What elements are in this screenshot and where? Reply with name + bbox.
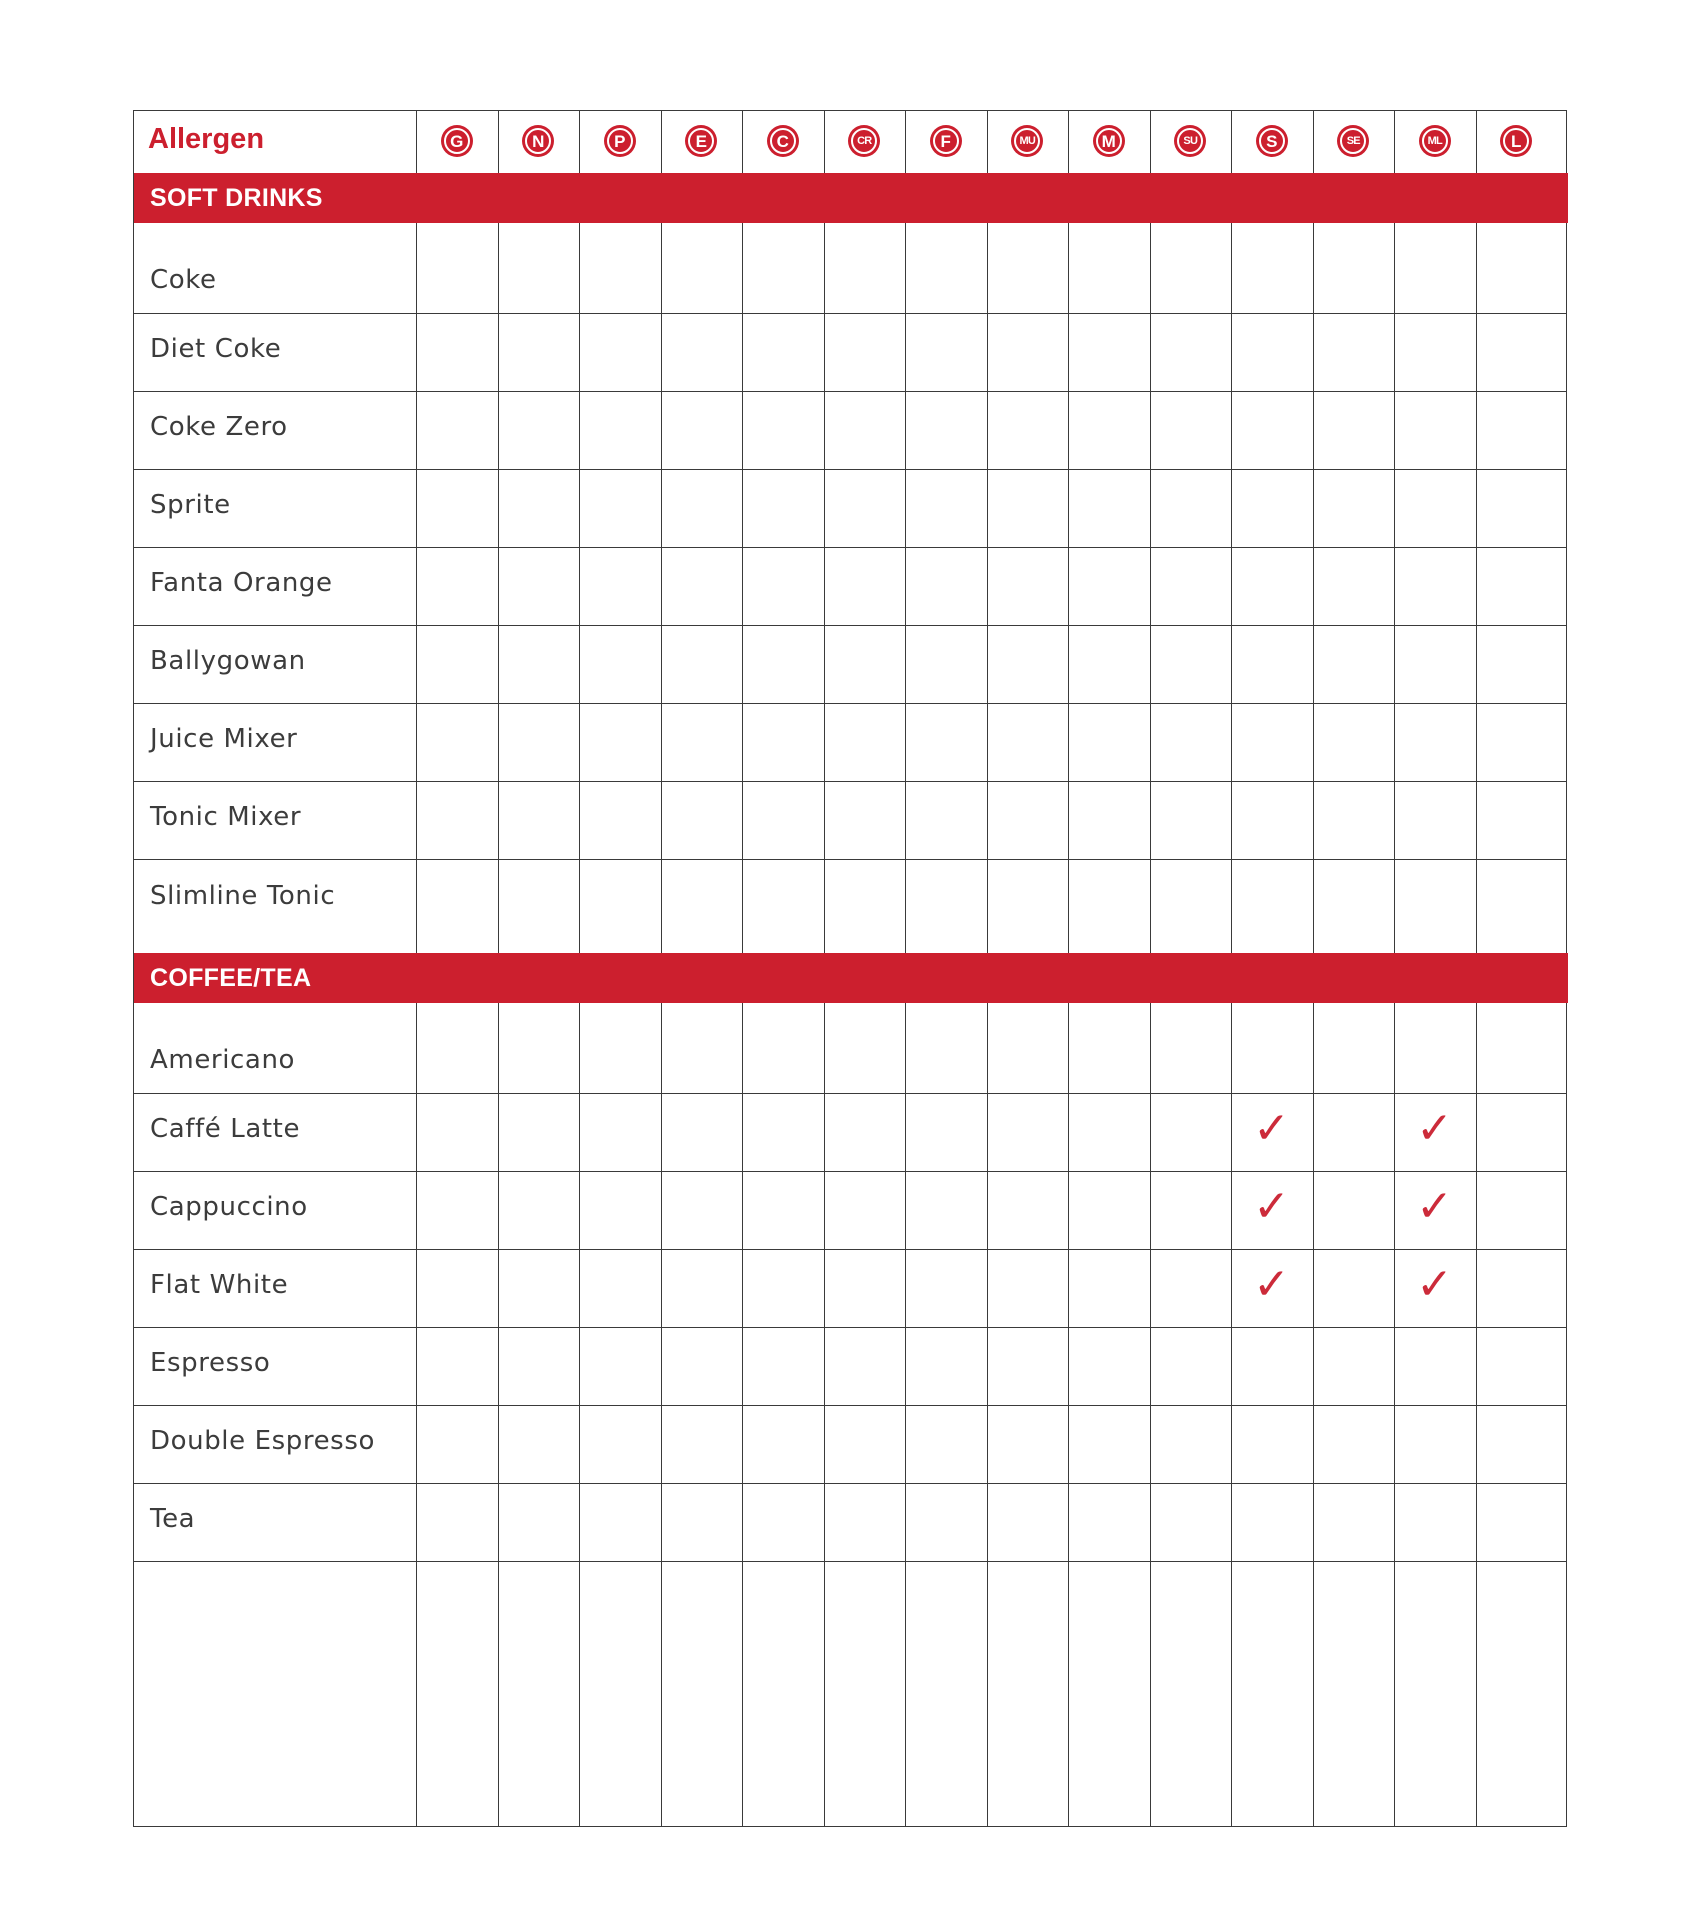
allergen-g-icon <box>416 111 498 171</box>
allergen-code: M <box>1096 128 1122 154</box>
table-row <box>134 1249 1566 1327</box>
check-mark-icon: ✓ <box>1253 1259 1290 1310</box>
table-row <box>134 391 1566 469</box>
allergen-code: SU <box>1177 128 1203 154</box>
allergen-se-icon <box>1313 111 1395 171</box>
table-row <box>134 859 1566 953</box>
item-name-double-espresso: Double Espresso <box>150 1426 375 1456</box>
item-name-cappuccino: Cappuccino <box>150 1192 308 1222</box>
allergen-s-icon <box>1231 111 1313 171</box>
allergen-code: S <box>1259 128 1285 154</box>
allergen-header-label: Allergen <box>148 123 265 155</box>
table-row <box>134 469 1566 547</box>
table-row <box>134 703 1566 781</box>
table-row <box>134 1327 1566 1405</box>
item-name-fanta-orange: Fanta Orange <box>150 568 333 598</box>
check-mark-icon: ✓ <box>1416 1181 1453 1232</box>
table-row <box>134 1093 1566 1171</box>
item-name-diet-coke: Diet Coke <box>150 334 282 364</box>
allergen-code: L <box>1503 128 1529 154</box>
item-name-sprite: Sprite <box>150 490 231 520</box>
allergen-c-icon <box>742 111 824 171</box>
table-row <box>134 223 1566 313</box>
allergen-chart <box>133 110 1567 1827</box>
item-name-slimline-tonic: Slimline Tonic <box>150 881 336 911</box>
item-name-coke-zero: Coke Zero <box>150 412 288 442</box>
allergen-mu-icon <box>987 111 1069 171</box>
table-row <box>134 1405 1566 1483</box>
allergen-code: P <box>607 128 633 154</box>
allergen-code: MU <box>1014 128 1040 154</box>
check-mark-icon: ✓ <box>1253 1103 1290 1154</box>
allergen-code: E <box>688 128 714 154</box>
section-header-coffee-tea: COFFEE/TEA <box>134 953 1568 1003</box>
check-mark-icon: ✓ <box>1416 1103 1453 1154</box>
check-mark-icon: ✓ <box>1416 1259 1453 1310</box>
allergen-code: G <box>444 128 470 154</box>
item-name-caff-latte: Caffé Latte <box>150 1114 301 1144</box>
allergen-code: F <box>933 128 959 154</box>
allergen-e-icon <box>661 111 743 171</box>
table-row <box>134 781 1566 859</box>
item-name-espresso: Espresso <box>150 1348 271 1378</box>
item-name-americano: Americano <box>150 1045 296 1075</box>
item-name-coke: Coke <box>150 265 217 295</box>
check-mark-icon: ✓ <box>1253 1181 1290 1232</box>
allergen-l-icon <box>1476 111 1558 171</box>
item-name-flat-white: Flat White <box>150 1270 289 1300</box>
row-divider <box>134 1561 1566 1562</box>
allergen-code: SE <box>1340 128 1366 154</box>
table-row <box>134 547 1566 625</box>
allergen-code: CR <box>851 128 877 154</box>
item-name-tonic-mixer: Tonic Mixer <box>150 802 302 832</box>
allergen-ml-icon <box>1394 111 1476 171</box>
allergen-f-icon <box>905 111 987 171</box>
table-row <box>134 625 1566 703</box>
allergen-code: C <box>770 128 796 154</box>
allergen-n-icon <box>498 111 580 171</box>
item-name-juice-mixer: Juice Mixer <box>150 724 298 754</box>
table-row <box>134 1483 1566 1561</box>
item-name-ballygowan: Ballygowan <box>150 646 306 676</box>
allergen-p-icon <box>579 111 661 171</box>
table-row <box>134 313 1566 391</box>
table-row <box>134 1003 1566 1093</box>
section-header-soft-drinks: SOFT DRINKS <box>134 173 1568 223</box>
allergen-su-icon <box>1150 111 1232 171</box>
allergen-m-icon <box>1068 111 1150 171</box>
item-name-tea: Tea <box>150 1504 196 1534</box>
table-row <box>134 1171 1566 1249</box>
allergen-cr-icon <box>824 111 906 171</box>
allergen-code: ML <box>1422 128 1448 154</box>
allergen-code: N <box>525 128 551 154</box>
